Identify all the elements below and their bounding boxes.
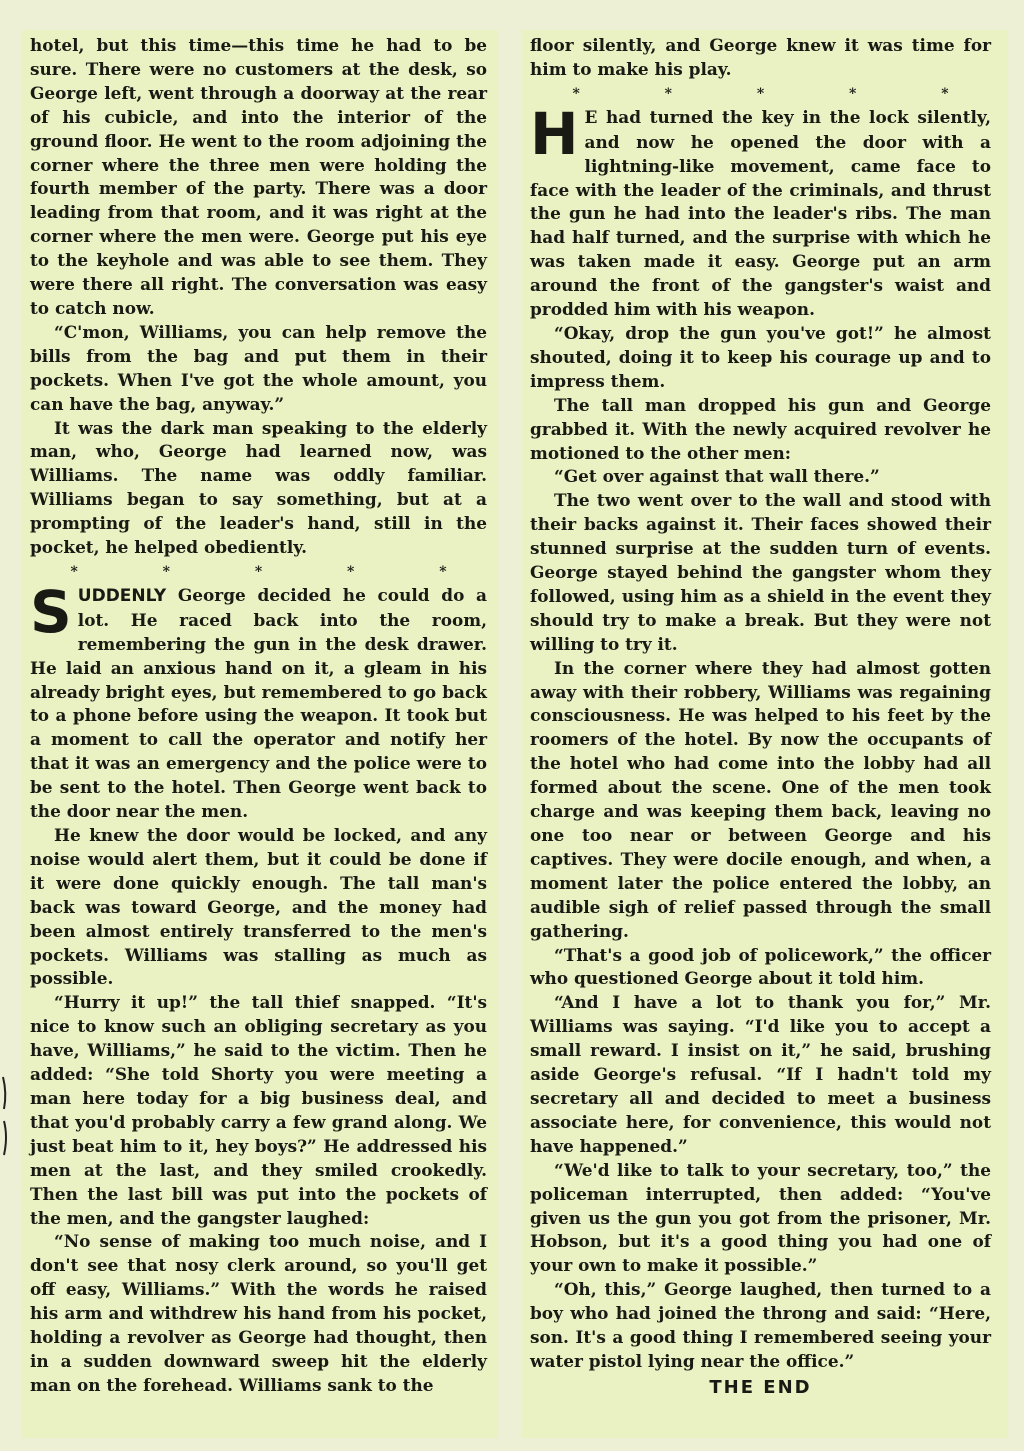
paragraph: hotel, but this time—this time he had to be sure. There were no customers at the desk, so George left, went through a doorway at the rear of his cubicle, and into the interior of the ground floor. He went to the room adjoining the corner where the three men were holding the fourth member of the party. There was a door leading from that room, and it was right at the corner where the men were. George put his eye to the keyhole and was able to see them. They were there all right. The conversation was easy to catch now. (30, 35, 487, 318)
lead-in-word: UDDENLY (77, 585, 167, 606)
section-break-stars: * * * * * (572, 85, 989, 102)
right-text-column (530, 34, 991, 1400)
paragraph: “Get over against that wall there.” (554, 466, 880, 487)
drop-cap-letter: S (30, 577, 72, 646)
paragraph: The two went over to the wall and stood with their backs against it. Their faces showed their stunned surprise at the sudden turn of events. George stayed behind the gangster whom they followed, using him as a shield in the event they should try to make a break. But they were not willing to try it. (530, 490, 991, 654)
paragraph: “And I have a lot to thank you for,” Mr. Williams was saying. “I'd like you to accept a small reward. I insist on it,” he said, brushing aside George's refusal. “If I hadn't told my secretary all and decided to meet a business associate here, for convenience, this would not have happened.” (530, 992, 991, 1156)
paragraph: “Okay, drop the gun you've got!” he almost shouted, doing it to keep his courage up and to impress them. (530, 322, 991, 391)
paragraph: In the corner where they had almost gotten away with their robbery, Williams was regaining consciousness. He was helped to his feet by the roomers of the hotel. By now the occupants of the hotel who had come into the lobby had all formed about the scene. One of the men took charge and was keeping them back, leaving no one too near or between George and his captives. They were docile enough, and when, a moment later the police entered the lobby, an audible sigh of relief passed through the small gathering. (530, 657, 991, 941)
paragraph: He knew the door would be locked, and any noise would alert them, but it could be done if it were done quickly enough. The tall man's back was toward George, and the money had been almost entirely transferred to the men's pockets. Williams was stalling as much as possible. (30, 825, 487, 989)
paragraph: “Oh, this,” George laughed, then turned to a boy who had joined the throng and said: “Here, son. It's a good thing I remembered seeing your water pistol lying near the office.” (530, 1279, 991, 1371)
paragraph: “Hurry it up!” the tall thief snapped. “It's nice to know such an obliging secretary as you have, Williams,” he said to the victim. Then he added: “She told Shorty you were meeting a man here today for a big business deal, and that you'd probably carry a few grand along. We just beat him to it, hey boys?” He addressed his men at the last, and they smiled crookedly. Then the last bill was put into the pockets of the men, and the gangster laughed: (30, 992, 487, 1228)
section-break-stars: * * * * * (70, 563, 487, 580)
dropcap-paragraph (530, 99, 991, 322)
paragraph: floor silently, and George knew it was time for him to make his play. (530, 35, 991, 79)
paragraph: “We'd like to talk to your secretary, too,” the policeman interrupted, then added: “You've given us the gun you got from the prisoner, Mr. Hobson, but it's a good thing you had one of your own to make it possible.” (530, 1159, 991, 1276)
paragraph: It was the dark man speaking to the elderly man, who, George had learned now, was Williams. The name was oddly familiar. Williams began to say something, but at a prompting of the leader's hand, still in the pocket, he helped obediently. (30, 417, 487, 558)
dropcap-paragraph (30, 577, 487, 824)
the-end-label: THE END (709, 1376, 812, 1398)
paragraph: “That's a good job of policework,” the officer who questioned George about it told him. (530, 944, 991, 989)
left-text-column (30, 34, 487, 1398)
paragraph: The tall man dropped his gun and George grabbed it. With the newly acquired revolver he motioned to the other men: (530, 394, 991, 463)
paragraph: “C'mon, Williams, you can help remove the bills from the bag and put them in their pockets. When I've got the whole amount, you can have the bag, anyway.” (30, 321, 487, 414)
binding-edge-marks (0, 1075, 10, 1165)
drop-cap-letter: H (530, 99, 579, 168)
paragraph-text: George decided he could do a lot. He raced back into the room, remembering the gun in the desk drawer. He laid an anxious hand on it, a gleam in his already bright eyes, but remembered to go back to a phone before using the weapon. It took but a moment to call the operator and notify her that it was an emergency and the police were to be sent to the hotel. Then George went back to the door near the men. (30, 584, 487, 822)
paragraph: “No sense of making too much noise, and I don't see that nosy clerk around, so you'll get off easy, Williams.” With the words he raised his arm and withdrew his hand from his pocket, holding a revolver as George had thought, then in a sudden downward sweep hit the elderly man on the forehead. Williams sank to the (30, 1231, 487, 1395)
paragraph-text: E had turned the key in the lock silently, and now he opened the door with a lightning-like movement, came face to face with the leader of the criminals, and thrust the gun he had into the leader's ribs. The man had half turned, and the surprise with which he was taken made it easy. George put an arm around the front of the gangster's waist and prodded him with his weapon. (530, 106, 991, 320)
